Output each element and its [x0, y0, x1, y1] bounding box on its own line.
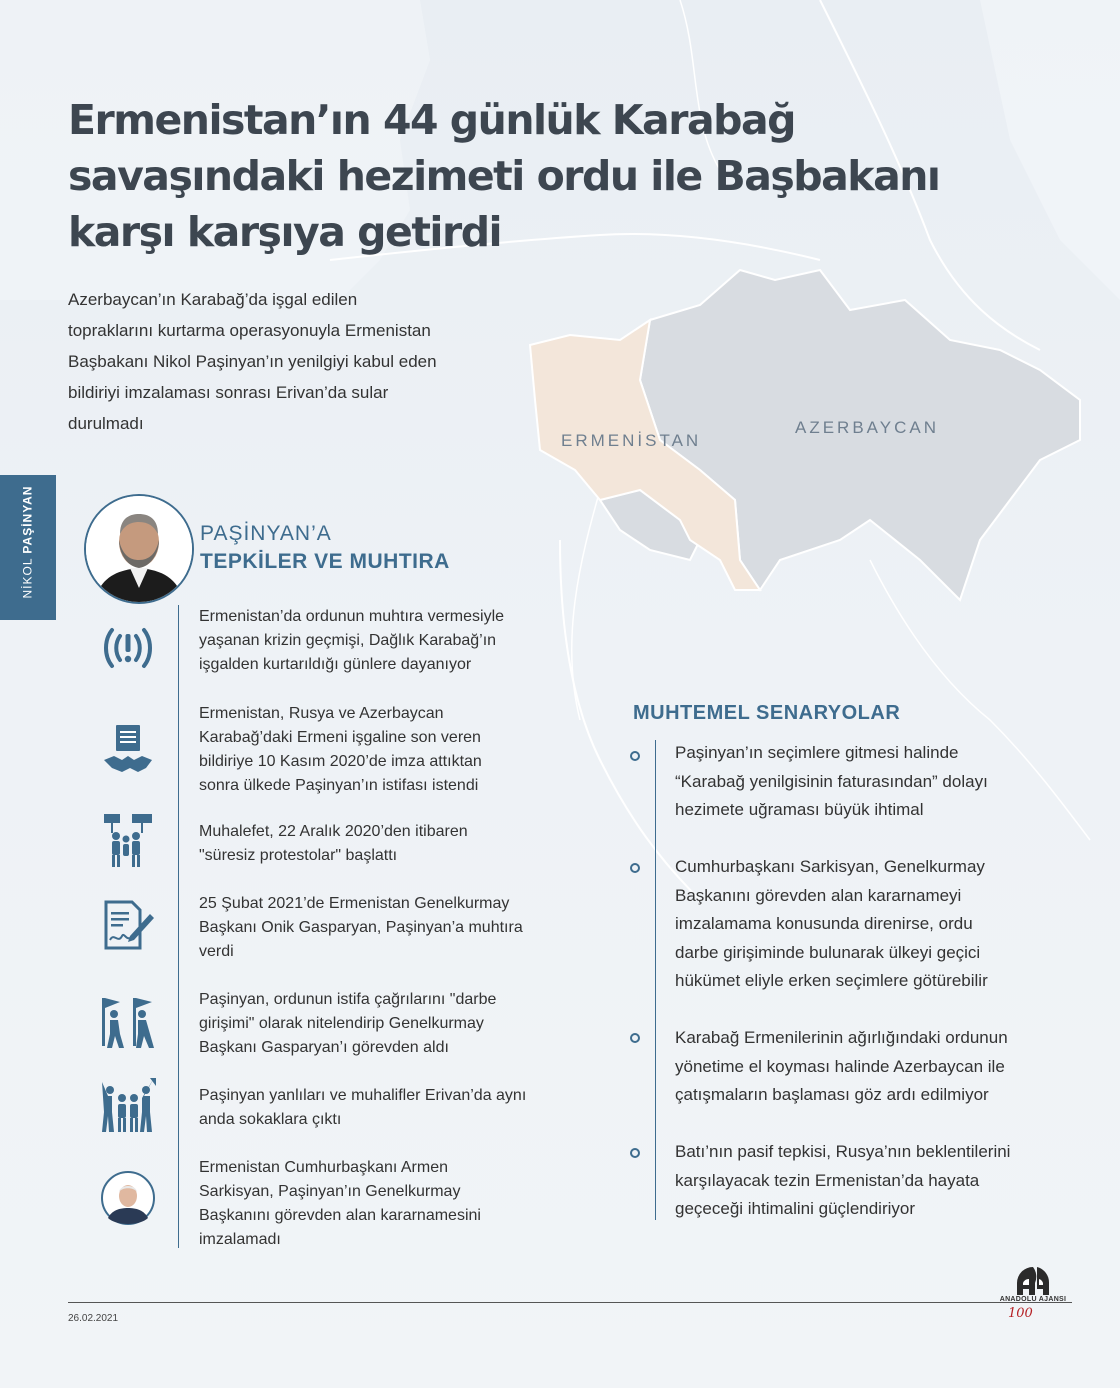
map-label-azerbaijan: AZERBAYCAN	[795, 418, 939, 437]
scenario-bullet	[630, 751, 640, 761]
list-item: Ermenistan, Rusya ve Azerbaycan Karabağ’daki Ermeni işgaline son veren bildiriye 10 Kasım 2020’de imza attıktan sonra ülkede Paşinyan’ın istifası istendi	[199, 705, 482, 794]
list-item: 25 Şubat 2021’de Ermenistan Genelkurmay Başkanı Onik Gasparyan, Paşinyan’a muhtıra verdi	[199, 895, 523, 960]
scenarios-title: MUHTEMEL SENARYOLAR	[633, 702, 901, 724]
agency-name: ANADOLU AJANSI	[999, 1296, 1067, 1303]
section-heading: TEPKİLER VE MUHTIRA	[200, 550, 450, 573]
intro-paragraph: Azerbaycan’ın Karabağ’da işgal edilen topraklarını kurtarma operasyonuyla Ermenistan Başbakanı Nikol Paşinyan’ın yenilgiyi kabul eden bildiriyi imzalaması sonrası Erivan’da sular durulmadı	[68, 290, 437, 433]
scenario-bullet	[630, 863, 640, 873]
scenario-bullet	[630, 1148, 640, 1158]
section-subtitle: PAŞİNYAN’A	[200, 522, 332, 545]
timeline-line	[178, 605, 179, 1248]
map-label-armenia: ERMENİSTAN	[561, 431, 702, 450]
list-item: Muhalefet, 22 Aralık 2020’den itibaren "süresiz protestolar" başlattı	[199, 823, 468, 864]
scenario-item: Batı’nın pasif tepkisi, Rusya’nın beklentilerini karşılayacak tezin Ermenistan’da hayata geçeceği ihtimalini güçlendiriyor	[675, 1142, 1011, 1218]
scenario-bullet	[630, 1033, 640, 1043]
agreement-handshake-icon	[100, 722, 156, 778]
sarkisyan-portrait-icon	[100, 1170, 156, 1226]
protesters-icon	[100, 812, 156, 868]
list-item: Paşinyan, ordunun istifa çağrılarını "darbe girişimi" olarak nitelendirip Genelkurmay Başkanı Gasparyan’ı görevden aldı	[199, 991, 497, 1056]
march-icon	[100, 994, 156, 1050]
page-title	[68, 92, 968, 260]
list-item: Ermenistan Cumhurbaşkanı Armen Sarkisyan, Paşinyan’ın Genelkurmay Başkanını görevden alan kararnamesini imzalamadı	[199, 1159, 481, 1248]
signed-document-icon	[100, 898, 156, 954]
scenarios-line	[655, 740, 656, 1220]
scenario-item: Paşinyan’ın seçimlere gitmesi halinde “Karabağ yenilgisinin faturasından” dolayı hezimete uğraması büyük ihtimal	[675, 743, 988, 819]
publish-date: 26.02.2021	[68, 1313, 119, 1324]
list-item: Ermenistan’da ordunun muhtıra vermesiyle yaşanan krizin geçmişi, Dağlık Karabağ’ın işgalden kurtarıldığı günlere dayanıyor	[199, 608, 505, 673]
scenario-item: Cumhurbaşkanı Sarkisyan, Genelkurmay Başkanını görevden alan kararnameyi imzalamama konusunda direnirse, ordu darbe girişiminde bulunarak ülkeyi geçici hükümet eliyle erken seçimlere götürebilir	[675, 857, 988, 990]
title-line: Ermenistan’ın 44 günlük Karabağ	[68, 96, 795, 144]
anniversary-badge: 100	[1008, 1306, 1033, 1321]
side-tab-label: NİKOL PAŞİNYAN	[20, 485, 35, 599]
alert-icon	[100, 620, 156, 676]
crowd-icon	[100, 1076, 156, 1132]
footer-divider	[68, 1302, 1072, 1303]
scenario-item: Karabağ Ermenilerinin ağırlığındaki ordunun yönetime el koyması halinde Azerbaycan ile çatışmaların başlaması göz ardı edilmiyor	[675, 1028, 1008, 1104]
title-line: savaşındaki hezimeti ordu ile Başbakanı	[68, 152, 940, 200]
pashinyan-portrait	[84, 494, 194, 604]
title-line: karşı karşıya getirdi	[68, 208, 502, 256]
list-item: Paşinyan yanlıları ve muhalifler Erivan’da aynı anda sokaklara çıktı	[199, 1087, 527, 1128]
